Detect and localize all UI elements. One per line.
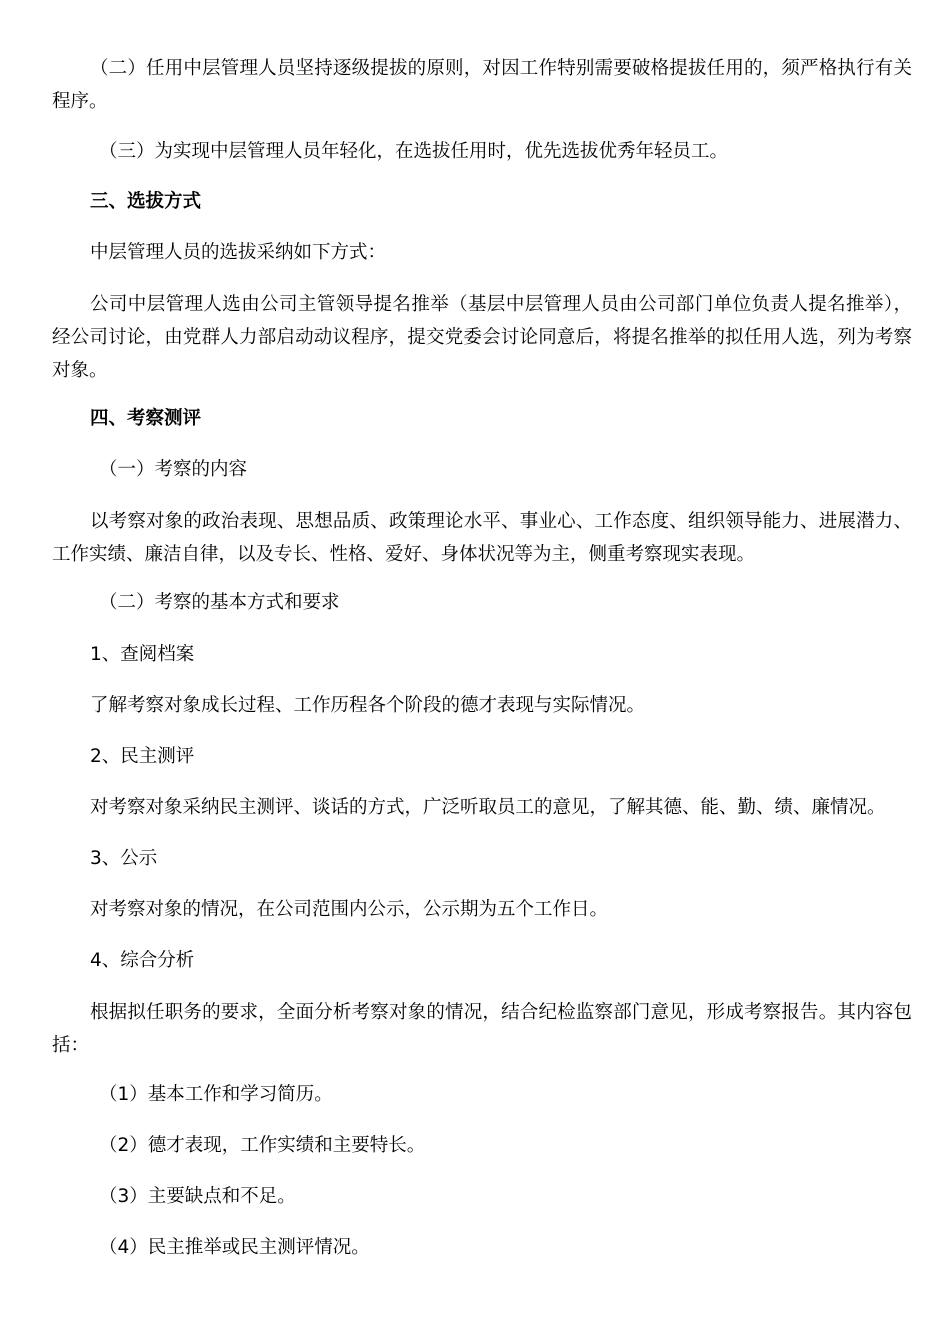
paragraph-4-1-body: 以考察对象的政治表现、思想品质、政策理论水平、事业心、工作态度、组织领导能力、进展潜力、工作实绩、廉洁自律，以及专长、性格、爱好、身体状况等为主，侧重考察现实表现。 [52,511,912,565]
subheading-4-2: （二）考察的基本方式和要求 [99,592,340,613]
section-heading-3: 三、选拔方式 [90,191,202,212]
paragraph-2-3: （三）为实现中层管理人员年轻化，在选拔任用时，优先选拔优秀年轻员工。 [99,141,729,162]
subheading-4-1: （一）考察的内容 [99,459,248,480]
paragraph-3-body: 公司中层管理人选由公司主管领导提名推举（基层中层管理人员由公司部门单位负责人提名推举），经公司讨论，由党群人力部启动动议程序，提交党委会讨论同意后，将提名推举的拟任用人选，列为考察对象。 [52,294,912,381]
paragraph-3-intro: 中层管理人员的选拔采纳如下方式： [90,242,387,263]
item-2-body: 对考察对象采纳民主测评、谈话的方式，广泛听取员工的意见，了解其德、能、勤、绩、廉情况。 [90,797,886,818]
list-item-4: （4）民主推举或民主测评情况。 [99,1237,370,1258]
section-heading-4: 四、考察测评 [90,408,202,429]
item-1-body: 了解考察对象成长过程、工作历程各个阶段的德才表现与实际情况。 [90,695,646,716]
paragraph-2-2: （二）任用中层管理人员坚持逐级提拔的原则，对因工作特别需要破格提拔任用的，须严格执行有关程序。 [52,58,912,112]
list-item-3: （3）主要缺点和不足。 [99,1186,296,1207]
list-item-1: （1）基本工作和学习简历。 [99,1084,333,1105]
item-1-heading: 1、查阅档案 [90,644,195,665]
item-2-heading: 2、民主测评 [90,746,195,767]
item-3-body: 对考察对象的情况，在公司范围内公示，公示期为五个工作日。 [90,899,609,920]
list-item-2: （2）德才表现，工作实绩和主要特长。 [99,1135,426,1156]
item-4-body: 根据拟任职务的要求，全面分析考察对象的情况，结合纪检监察部门意见，形成考察报告。其内容包括： [52,1002,912,1056]
item-4-heading: 4、综合分析 [90,950,195,971]
item-3-heading: 3、公示 [90,848,158,869]
